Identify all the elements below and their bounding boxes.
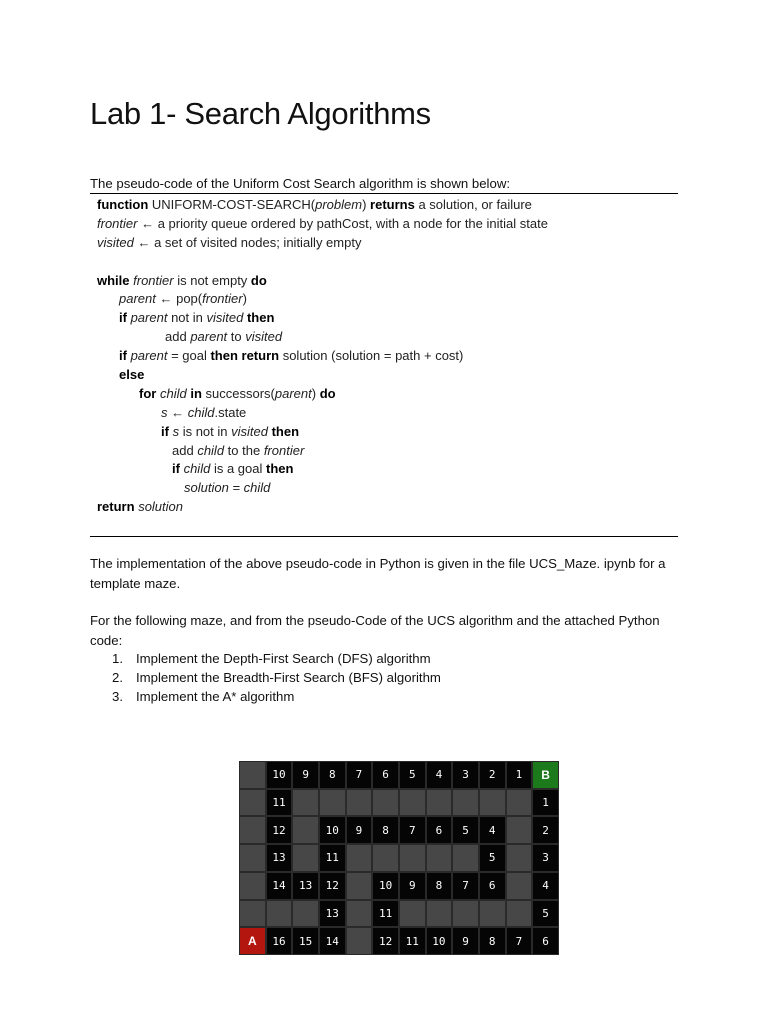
pseudocode-token: ← a priority queue ordered by pathCost, with a node for the initial state [137,215,548,231]
pseudocode-token: not in [167,310,207,326]
task-text: Implement the A* algorithm [136,689,295,704]
maze-path-cell: 8 [479,927,506,955]
maze-wall-cell [346,844,373,872]
pseudocode-token: for [139,385,157,401]
maze-path-cell: 6 [532,927,559,955]
pseudocode-token: to [227,329,246,345]
maze-wall-cell [292,900,319,928]
pseudocode-token: frontier [97,215,138,231]
pseudocode-token: else [119,367,145,383]
maze-wall-cell [399,789,426,817]
maze-wall-cell [266,900,293,928]
maze-path-cell: 9 [292,761,319,789]
maze-wall-cell [292,844,319,872]
maze-wall-cell [239,900,266,928]
pseudocode-token: parent [130,310,168,326]
task-item [112,649,441,668]
pseudocode-token: if [172,461,180,477]
maze-wall-cell [506,844,533,872]
maze-path-cell: 10 [319,816,346,844]
maze-path-cell: 10 [372,872,399,900]
maze-path-cell: 15 [292,927,319,955]
pseudocode-token: solution = child [184,480,271,496]
maze-wall-cell [452,844,479,872]
pseudocode-token: then [271,423,300,439]
pseudocode-token: function [97,197,149,212]
maze-path-cell: 6 [479,872,506,900]
pseudocode-token: child [159,385,187,401]
pseudocode-token: frontier [202,291,243,307]
maze-path-cell: 7 [452,872,479,900]
pseudocode-token: child [197,442,225,458]
task-number: 1. [112,651,123,666]
pseudocode-token: returns [370,197,415,212]
page-title: Lab 1- Search Algorithms [90,96,431,131]
implementation-paragraph: The implementation of the above pseudo-code in Python is given in the file UCS_Maze. ipynb for a template maze. [90,556,666,591]
maze-wall-cell [399,844,426,872]
pseudocode-token: then return [210,348,280,364]
pseudocode-token: visited [245,329,283,345]
pseudocode-token: add [165,329,191,345]
maze-wall-cell [426,844,453,872]
pseudocode-token: s [172,423,180,439]
maze-path-cell: 2 [532,816,559,844]
maze-wall-cell [452,789,479,817]
pseudocode-line [97,347,677,366]
pseudocode-token: a solution, or failure [414,197,532,212]
maze-path-cell: 5 [532,900,559,928]
maze-path-cell: 2 [479,761,506,789]
maze-wall-cell [399,900,426,928]
pseudocode-token: visited [231,423,268,439]
pseudocode-token: is not in [179,423,232,439]
maze-wall-cell [346,900,373,928]
pseudocode-token: child [187,404,215,420]
pseudocode-token: then [246,310,275,326]
maze-path-cell: 8 [426,872,453,900]
pseudocode-line [97,404,677,423]
task-item [112,668,441,687]
maze-wall-cell [426,900,453,928]
maze-wall-cell [479,900,506,928]
pseudocode-token: is a goal [210,461,266,477]
maze-wall-cell [239,816,266,844]
maze-start-cell: A [239,927,266,955]
maze-wall-cell [506,872,533,900]
pseudocode-token: in [190,385,202,401]
maze-path-cell: 9 [452,927,479,955]
pseudocode-line [97,385,677,404]
maze-path-cell: 7 [506,927,533,955]
pseudocode-token: ← pop( [155,291,203,307]
maze-path-cell: 4 [479,816,506,844]
maze-path-cell: 5 [479,844,506,872]
pseudocode-token: child [183,461,211,477]
pseudocode-line [97,498,677,517]
maze-path-cell: 10 [266,761,293,789]
pseudocode-token: ) [242,291,247,307]
pseudocode-line [97,309,677,328]
maze-path-cell: 8 [319,761,346,789]
maze-wall-cell [239,789,266,817]
pseudocode-token: if [161,423,169,439]
pseudocode-token: parent [119,291,156,307]
maze-wall-cell [506,816,533,844]
pseudocode-block [97,196,677,517]
maze-path-cell: 12 [372,927,399,955]
maze-path-cell: 13 [292,872,319,900]
maze-path-cell: 9 [346,816,373,844]
maze-path-cell: 12 [319,872,346,900]
pseudocode-line [97,423,677,442]
pseudocode-token: add [172,442,198,458]
maze-path-cell: 5 [399,761,426,789]
maze-path-cell: 11 [319,844,346,872]
pseudocode-line [97,253,677,272]
maze-path-cell: 3 [532,844,559,872]
divider [90,536,678,537]
pseudocode-token: parent [274,385,312,401]
pseudocode-line [97,442,677,461]
pseudocode-token: do [319,385,336,401]
pseudocode-token: parent [130,348,168,364]
pseudocode-token: while [97,272,130,288]
maze-path-cell: 14 [266,872,293,900]
maze-wall-cell [506,900,533,928]
pseudocode-token: .state [214,404,247,420]
maze-wall-cell [239,872,266,900]
maze-path-cell: 8 [372,816,399,844]
task-item [112,687,441,706]
maze-path-cell: 4 [532,872,559,900]
maze-path-cell: 11 [399,927,426,955]
pseudocode-token: solution (solution = path + cost) [279,348,464,364]
pseudocode-line [97,366,677,385]
task-number: 2. [112,670,123,685]
maze-path-cell: 6 [426,816,453,844]
maze-path-cell: 7 [346,761,373,789]
maze-wall-cell [346,872,373,900]
pseudocode-token: ) [362,197,371,212]
pseudocode-line [97,290,677,309]
maze-path-cell: 7 [399,816,426,844]
maze-wall-cell [239,761,266,789]
maze-path-cell: 4 [426,761,453,789]
maze-grid [239,761,559,955]
maze-wall-cell [346,789,373,817]
maze-wall-cell [346,927,373,955]
pseudocode-token: = goal [167,348,211,364]
pseudocode-token: problem [315,197,363,212]
pseudocode-line [97,196,677,215]
pseudocode-token: parent [190,329,228,345]
maze-path-cell: 13 [319,900,346,928]
task-list [112,649,441,706]
pseudocode-token: do [250,272,267,288]
maze-path-cell: 1 [532,789,559,817]
pseudocode-token: frontier [133,272,174,288]
maze-wall-cell [292,816,319,844]
pseudocode-token: visited [206,310,244,326]
pseudocode-token: then [265,461,294,477]
pseudocode-line [97,234,677,253]
pseudocode-line [97,460,677,479]
maze-wall-cell [479,789,506,817]
pseudocode-token: solution [138,499,183,515]
pseudocode-line [97,272,677,291]
pseudocode-token: visited [97,234,134,250]
pseudocode-line [97,328,677,347]
maze-wall-cell [372,844,399,872]
task-number: 3. [112,689,123,704]
pseudocode-token: if [119,348,127,364]
pseudocode-token: UNIFORM-COST-SEARCH( [148,197,316,212]
pseudocode-token: to the [224,442,264,458]
task-text: Implement the Depth-First Search (DFS) algorithm [136,651,431,666]
pseudocode-token: ) [311,385,320,401]
instructions-paragraph: For the following maze, and from the pseudo-Code of the UCS algorithm and the attached Python code: [90,613,660,648]
maze-wall-cell [452,900,479,928]
maze-path-cell: 16 [266,927,293,955]
maze-path-cell: 14 [319,927,346,955]
pseudocode-token: if [119,310,127,326]
maze-path-cell: 5 [452,816,479,844]
maze-path-cell: 11 [372,900,399,928]
maze-path-cell: 6 [372,761,399,789]
maze-goal-cell: B [532,761,559,789]
intro-text: The pseudo-code of the Uniform Cost Search algorithm is shown below: [90,176,678,194]
maze-path-cell: 13 [266,844,293,872]
maze-path-cell: 9 [399,872,426,900]
pseudocode-token: s [161,404,168,420]
pseudocode-line [97,215,677,234]
pseudocode-line [97,479,677,498]
maze-path-cell: 11 [266,789,293,817]
pseudocode-token: ← a set of visited nodes; initially empty [133,234,362,250]
maze-path-cell: 10 [426,927,453,955]
maze-wall-cell [506,789,533,817]
pseudocode-token: ← [167,404,188,420]
maze-wall-cell [239,844,266,872]
maze-path-cell: 12 [266,816,293,844]
pseudocode-token: return [97,499,135,515]
maze-wall-cell [319,789,346,817]
task-text: Implement the Breadth-First Search (BFS) algorithm [136,670,441,685]
pseudocode-token: is not empty [173,272,251,288]
maze-path-cell: 3 [452,761,479,789]
maze-wall-cell [426,789,453,817]
maze-path-cell: 1 [506,761,533,789]
maze-wall-cell [292,789,319,817]
pseudocode-token: frontier [263,442,305,458]
maze-wall-cell [372,789,399,817]
pseudocode-token: successors( [201,385,275,401]
